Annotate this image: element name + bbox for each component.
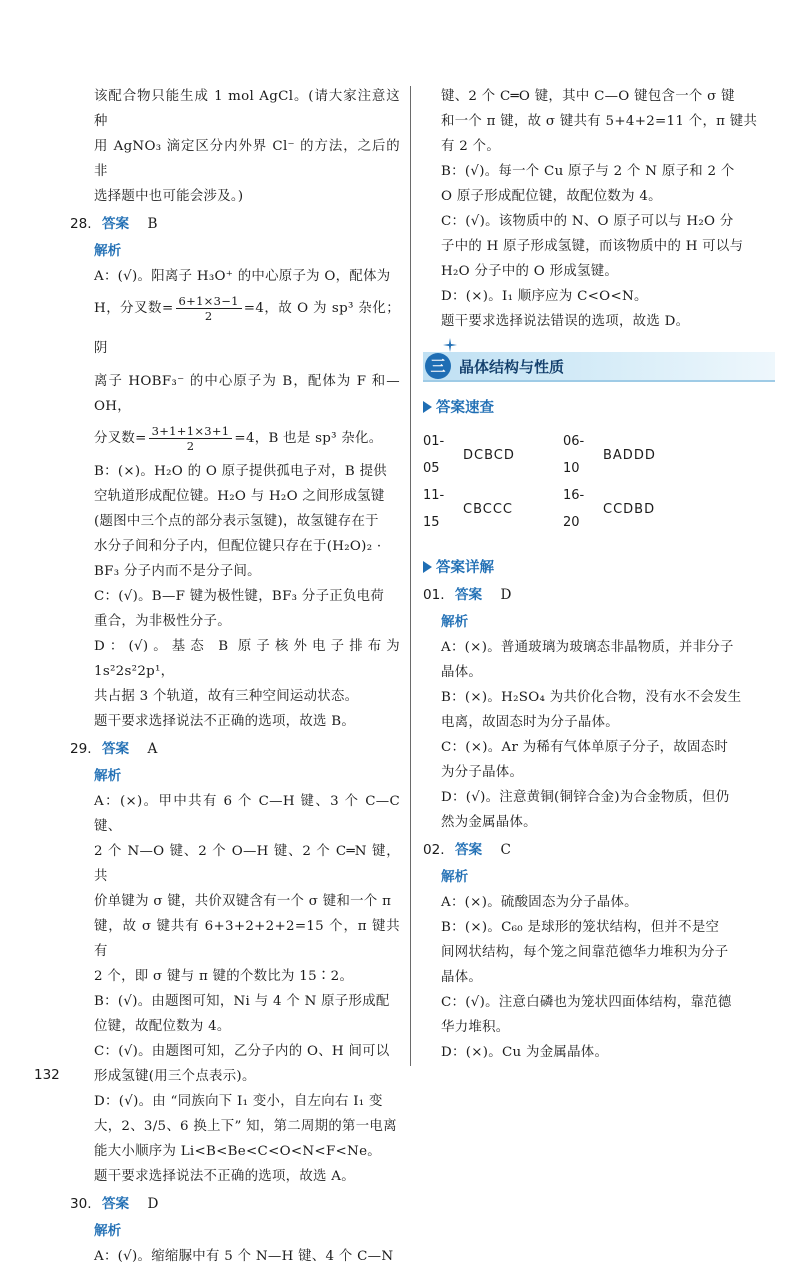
question-number: 02. xyxy=(423,842,445,858)
fraction xyxy=(149,424,233,453)
option-b-line: (题图中三个点的部分表示氢键)，故氢键存在于 xyxy=(94,514,379,529)
option-d-line: D：(×)。Cu 为金属晶体。 xyxy=(441,1045,609,1060)
range-cell: 06-10 xyxy=(563,434,585,476)
conclusion-line: 题干要求选择说法不正确的选项，故选 B。 xyxy=(94,714,356,729)
triangle-icon xyxy=(423,401,432,413)
question-30-answer xyxy=(70,1191,400,1218)
option-c-line: 形成氢键(用三个点表示)。 xyxy=(94,1069,256,1084)
answer-value: B xyxy=(147,216,158,232)
continued-line: 和一个 π 键，故 σ 键共有 5+4+2=11 个，π 键共 xyxy=(441,114,758,129)
option-c-line: C：(√)。由题图可知，乙分子内的 O、H 间可以 xyxy=(94,1044,390,1059)
option-a-line: A：(√)。阳离子 H₃O⁺ 的中心原子为 O，配体为 xyxy=(94,269,391,284)
answers-cell: CBCCC xyxy=(463,501,513,517)
answer-label: 答案 xyxy=(101,1196,130,1212)
option-b-line: 空轨道形成配位键。H₂O 与 H₂O 之间形成氢键 xyxy=(94,489,385,504)
option-a-line: A：(√)。缩缩脲中有 5 个 N—H 键、4 个 C—N xyxy=(94,1249,394,1264)
option-d-line: D：(×)。I₁ 顺序应为 C<O<N。 xyxy=(441,289,648,304)
quick-answer-heading xyxy=(423,396,775,420)
option-b-line: BF₃ 分子内而不是分子间。 xyxy=(94,564,261,579)
section-number-badge: 三 xyxy=(425,353,451,379)
option-c-line: 子中的 H 原子形成氢键，而该物质中的 H 可以与 xyxy=(441,239,744,254)
option-b-line: 水分子间和分子内，但配位键只存在于(H₂O)₂ · xyxy=(94,539,382,554)
analysis-label: 解析 xyxy=(94,768,122,784)
option-a-line: A：(×)。硫酸固态为分子晶体。 xyxy=(441,895,638,910)
question-01-answer xyxy=(423,582,775,609)
page-number: 132 xyxy=(34,1067,60,1083)
detail-heading xyxy=(423,556,775,580)
text-fragment: 分叉数= xyxy=(94,431,147,446)
option-a-line: 键，故 σ 键共有 6+3+2+2+2=15 个，π 键共有 xyxy=(94,919,400,959)
right-column xyxy=(423,84,775,1065)
intro-line: 该配合物只能生成 1 mol AgCl。(请大家注意这种 xyxy=(94,89,400,129)
question-02-answer xyxy=(423,837,775,864)
fraction-denominator: 2 xyxy=(186,439,195,453)
question-29-answer xyxy=(70,736,400,763)
option-b-line: 间网状结构，每个笼之间靠范德华力堆积为分子 xyxy=(441,945,729,960)
analysis-label: 解析 xyxy=(441,869,469,885)
option-c-line: C：(×)。Ar 为稀有气体单原子分子，故固态时 xyxy=(441,740,729,755)
question-number: 30. xyxy=(70,1196,92,1212)
question-number: 28. xyxy=(70,216,92,232)
left-column xyxy=(70,84,400,1269)
option-b-line: B：(×)。H₂O 的 O 原子提供孤电子对，B 提供 xyxy=(94,464,387,479)
option-d-line: 共占据 3 个轨道，故有三种空间运动状态。 xyxy=(94,689,359,704)
heading-text: 答案详解 xyxy=(436,560,494,576)
option-b-line: O 原子形成配位键，故配位数为 4。 xyxy=(441,189,662,204)
answer-label: 答案 xyxy=(454,842,483,858)
table-row xyxy=(423,428,703,482)
question-number: 29. xyxy=(70,741,92,757)
fraction-numerator: 6+1×3−1 xyxy=(176,294,242,309)
option-b-line: B：(√)。由题图可知，Ni 与 4 个 N 原子形成配 xyxy=(94,994,390,1009)
triangle-icon xyxy=(423,561,432,573)
answers-cell: BADDD xyxy=(603,447,656,463)
option-c-line: 重合，为非极性分子。 xyxy=(94,614,231,629)
analysis-label: 解析 xyxy=(94,1223,122,1239)
option-a-fraction-line xyxy=(70,289,400,369)
question-28-answer xyxy=(70,211,400,238)
answer-label: 答案 xyxy=(101,741,130,757)
answer-value: D xyxy=(147,1196,159,1212)
range-cell: 01-05 xyxy=(423,434,445,476)
option-b-line: B：(×)。H₂SO₄ 为共价化合物，没有水不会发生 xyxy=(441,690,742,705)
option-b-line: 电离，故固态时为分子晶体。 xyxy=(441,715,619,730)
answer-value: A xyxy=(147,741,158,757)
conclusion-line: 题干要求选择说法错误的选项，故选 D。 xyxy=(441,314,690,329)
answers-cell: CCDBD xyxy=(603,501,656,517)
range-cell: 16-20 xyxy=(563,488,585,530)
option-a-line: A：(×)。甲中共有 6 个 C—H 键、3 个 C—C 键、 xyxy=(94,794,400,834)
answer-value: C xyxy=(500,842,511,858)
option-b-line: 晶体。 xyxy=(441,970,483,985)
conclusion-line: 题干要求选择说法不正确的选项，故选 A。 xyxy=(94,1169,355,1184)
option-d-line: 能大小顺序为 Li<B<Be<C<O<N<F<Ne。 xyxy=(94,1144,381,1159)
option-b-line: B：(√)。每一个 Cu 原子与 2 个 N 原子和 2 个 xyxy=(441,164,735,179)
section-title: 晶体结构与性质 xyxy=(459,358,565,376)
fraction xyxy=(176,294,242,323)
option-d-line: D：(√)。基态 B 原子核外电子排布为 1s²2s²2p¹， xyxy=(94,639,400,679)
option-b-line: 位键，故配位数为 4。 xyxy=(94,1019,231,1034)
option-c-line: H₂O 分子中的 O 形成氢键。 xyxy=(441,264,619,279)
option-a-fraction-line xyxy=(70,419,400,459)
analysis-label: 解析 xyxy=(94,243,122,259)
option-a-line: 晶体。 xyxy=(441,665,483,680)
option-a-line: A：(×)。普通玻璃为玻璃态非晶物质，并非分子 xyxy=(441,640,734,655)
option-b-line: B：(×)。C₆₀ 是球形的笼状结构，但并不是空 xyxy=(441,920,720,935)
heading-text: 答案速查 xyxy=(436,400,494,416)
quick-answer-table xyxy=(423,428,703,536)
continued-line: 有 2 个。 xyxy=(441,139,501,154)
text-fragment: H，分叉数= xyxy=(94,301,174,316)
analysis-label: 解析 xyxy=(441,614,469,630)
fraction-denominator: 2 xyxy=(204,309,213,323)
intro-line: 选择题中也可能会涉及。) xyxy=(94,189,244,204)
answer-value: D xyxy=(500,587,512,603)
text-fragment: =4，故 O 为 sp³ 杂化；阴 xyxy=(94,301,400,356)
intro-line: 用 AgNO₃ 滴定区分内外界 Cl⁻ 的方法，之后的非 xyxy=(94,139,400,179)
text-fragment: =4，B 也是 sp³ 杂化。 xyxy=(234,431,383,446)
fraction-numerator: 3+1+1×3+1 xyxy=(149,424,233,439)
answer-label: 答案 xyxy=(454,587,483,603)
option-d-line: D：(√)。由 “同族向下 I₁ 变小，自左向右 I₁ 变 xyxy=(94,1094,383,1109)
option-c-line: C：(√)。该物质中的 N、O 原子可以与 H₂O 分 xyxy=(441,214,734,229)
option-a-line: 2 个 N—O 键、2 个 O—H 键、2 个 C═N 键，共 xyxy=(94,844,400,884)
option-a-line: 2 个，即 σ 键与 π 键的个数比为 15∶2。 xyxy=(94,969,354,984)
sparkle-icon xyxy=(443,338,457,352)
option-d-line: 大，2、3/5、6 换上下” 知，第二周期的第一电离 xyxy=(94,1119,397,1134)
section-banner xyxy=(423,352,775,382)
answer-label: 答案 xyxy=(101,216,130,232)
answers-cell: DCBCD xyxy=(463,447,515,463)
option-c-line: C：(√)。B—F 键为极性键，BF₃ 分子正负电荷 xyxy=(94,589,385,604)
option-d-line: 然为金属晶体。 xyxy=(441,815,537,830)
option-c-line: 华力堆积。 xyxy=(441,1020,510,1035)
continued-line: 键、2 个 C═O 键，其中 C—O 键包含一个 σ 键 xyxy=(441,89,735,104)
option-c-line: 为分子晶体。 xyxy=(441,765,524,780)
table-row xyxy=(423,482,703,536)
option-d-line: D：(√)。注意黄铜(铜锌合金)为合金物质，但仍 xyxy=(441,790,730,805)
option-a-line: 价单键为 σ 键，共价双键含有一个 σ 键和一个 π xyxy=(94,894,392,909)
option-c-line: C：(√)。注意白磷也为笼状四面体结构，靠范德 xyxy=(441,995,732,1010)
option-a-line: 离子 HOBF₃⁻ 的中心原子为 B，配体为 F 和—OH， xyxy=(94,374,400,414)
range-cell: 11-15 xyxy=(423,488,445,530)
question-number: 01. xyxy=(423,587,445,603)
column-divider xyxy=(410,86,411,1066)
